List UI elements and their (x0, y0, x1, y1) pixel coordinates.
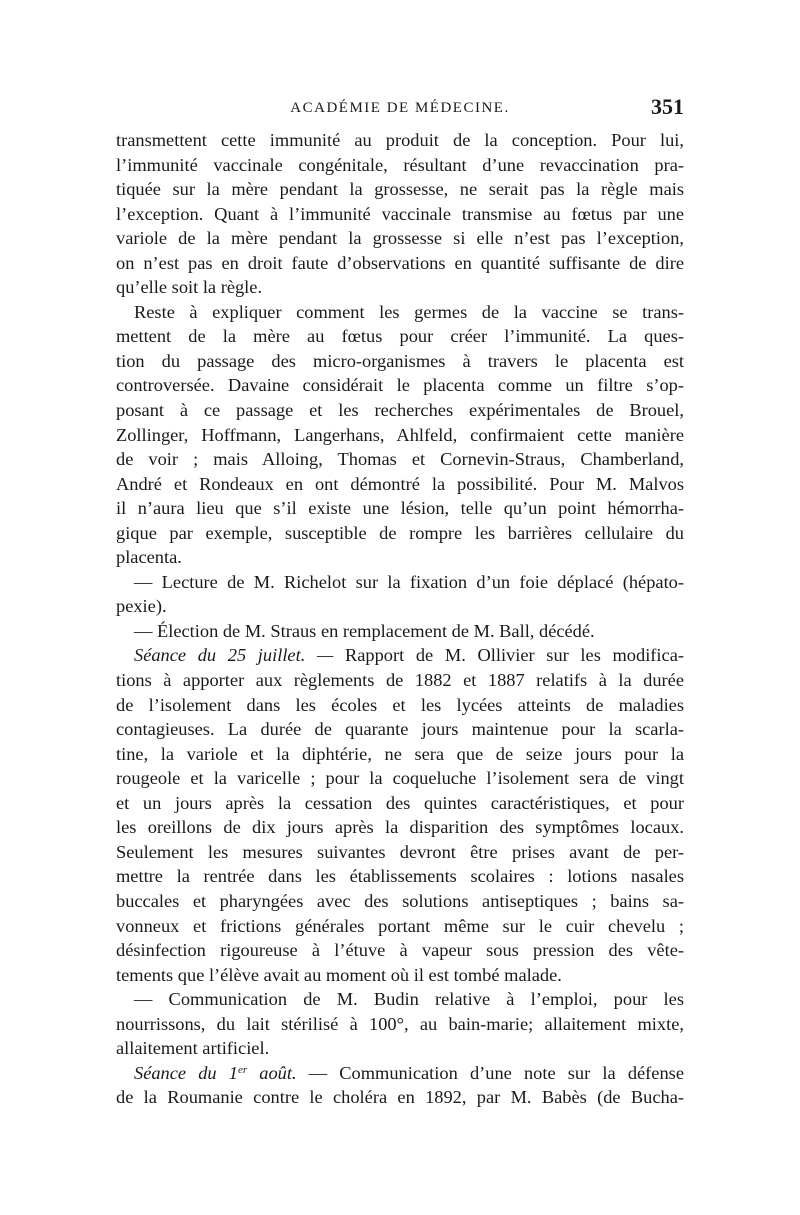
text-line: tements que l’élève avait au moment où il est tombé malade. (116, 964, 562, 985)
text-line: l’immunité vaccinale congénitale, résultant d’une revaccination pra- (116, 154, 684, 175)
text-line: buccales et pharyngées avec des solutions antiseptiques ; bains sa- (116, 890, 684, 911)
text-line: — Communication de M. Budin relative à l’emploi, pour les (134, 989, 684, 1010)
text-line: variole de la mère pendant la grossesse si elle n’est pas l’exception, (116, 228, 684, 249)
running-title: ACADÉMIE DE MÉDECINE. (290, 100, 510, 116)
text-line: André et Rondeaux en ont démontré la possibilité. Pour M. Malvos (116, 473, 684, 494)
text-line: Reste à expliquer comment les germes de la vaccine se trans- (134, 301, 684, 322)
text-line (116, 1061, 684, 1086)
text-line: et un jours après la cessation des quintes caractéristiques, et pour (116, 792, 684, 813)
text-span: août. (247, 1062, 297, 1083)
text-line: tion du passage des micro-organismes à travers le placenta est (116, 350, 684, 371)
text-line: de voir ; mais Alloing, Thomas et Cornevin-Straus, Chamberland, (116, 449, 684, 470)
text-line: les oreillons de dix jours après la disparition des symptômes locaux. (116, 817, 684, 838)
text-line: qu’elle soit la règle. (116, 277, 263, 298)
text-line: désinfection rigoureuse à l’étuve à vapeur sous pression des vête- (116, 940, 684, 961)
text-line: rougeole et la varicelle ; pour la coqueluche l’isolement sera de vingt (116, 768, 684, 789)
superscript: er (237, 1063, 248, 1076)
text-line: mettre la rentrée dans les établissements scolaires : lotions nasales (116, 866, 684, 887)
text-line: on n’est pas en droit faute d’observations en quantité suffisante de dire (116, 252, 684, 273)
text-line: pexie). (116, 596, 167, 617)
text-line: Zollinger, Hoffmann, Langerhans, Ahlfeld, confirmaient cette manière (116, 424, 684, 445)
text-line: de l’isolement dans les écoles et les lycées atteints de maladies (116, 694, 684, 715)
session-date: Séance du 25 juillet. — (134, 645, 334, 666)
text-line (116, 643, 684, 668)
text-line: contagieuses. La durée de quarante jours maintenue pour la scarla- (116, 719, 684, 740)
text-line: vonneux et frictions générales portant même sur le cuir chevelu ; (116, 915, 684, 936)
text-line: il n’aura lieu que s’il existe une lésion, telle qu’un point hémorrha- (116, 498, 684, 519)
text-line: — Élection de M. Straus en remplacement de M. Ball, décédé. (134, 620, 595, 641)
text-line: tions à apporter aux règlements de 1882 et 1887 relatifs à la durée (116, 670, 684, 691)
text-line: — Lecture de M. Richelot sur la fixation d’un foie déplacé (hépato- (134, 571, 684, 592)
running-head (116, 94, 684, 124)
text-line: allaitement artificiel. (116, 1038, 270, 1059)
text-span: — Communication d’une note sur la défense (308, 1062, 684, 1083)
text-line: Seulement les mesures suivantes devront être prises avant de per- (116, 841, 684, 862)
text-line: l’exception. Quant à l’immunité vaccinale transmise au fœtus par une (116, 203, 684, 224)
text-line: tine, la variole et la diphtérie, ne sera que de seize jours pour la (116, 743, 684, 764)
text-span: Rapport de M. Ollivier sur les modifica- (344, 645, 684, 666)
text-line: transmettent cette immunité au produit de la conception. Pour lui, (116, 130, 684, 150)
text-line: gique par exemple, susceptible de rompre les barrières cellulaire du (116, 522, 684, 543)
text-line: controversée. Davaine considérait le placenta comme un filtre s’op- (116, 375, 684, 396)
text-span: Séance du 1 (134, 1062, 238, 1083)
text-line: mettent de la mère au fœtus pour créer l’immunité. La ques- (116, 326, 684, 347)
body-text (116, 128, 684, 1110)
text-line: placenta. (116, 547, 182, 568)
text-line: posant à ce passage et les recherches expérimentales de Brouel, (116, 400, 684, 421)
text-line: de la Roumanie contre le choléra en 1892, par M. Babès (de Bucha- (116, 1087, 684, 1108)
text-line: tiquée sur la mère pendant la grossesse, ne serait pas la règle mais (116, 179, 684, 200)
text-line: nourrissons, du lait stérilisé à 100°, au bain-marie; allaitement mixte, (116, 1013, 684, 1034)
session-date (134, 1063, 297, 1083)
page-number: 351 (651, 94, 684, 119)
